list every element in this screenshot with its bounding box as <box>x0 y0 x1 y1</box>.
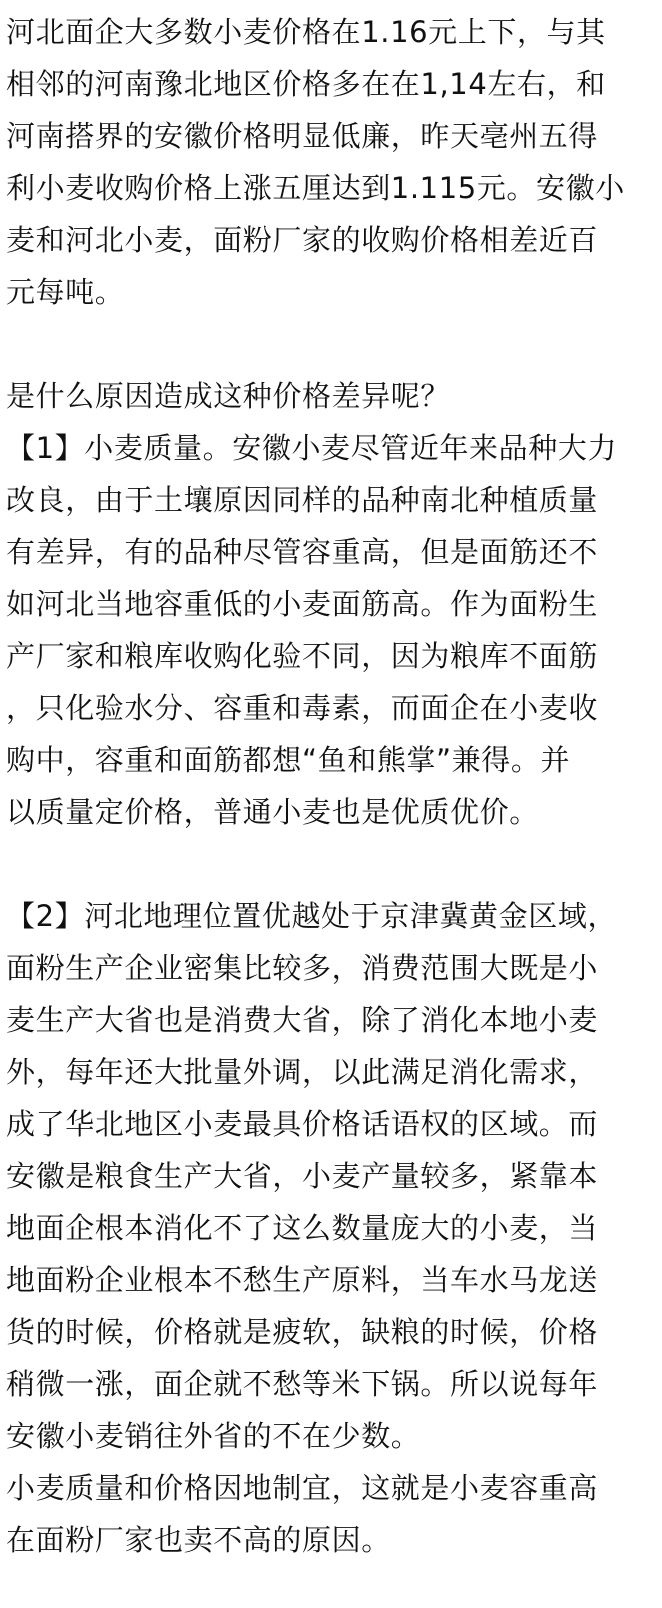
text-line: 购中，容重和面筋都想“鱼和熊掌”兼得。并 <box>6 743 571 777</box>
paragraph-gap <box>6 838 662 890</box>
text-line: 元每吨。 <box>6 275 125 309</box>
text-line: 麦和河北小麦，面粉厂家的收购价格相差近百 <box>6 223 599 257</box>
text-line: 河北面企大多数小麦价格在1.16元上下，与其 <box>6 15 606 49</box>
text-line: 麦生产大省也是消费大省，除了消化本地小麦 <box>6 1003 599 1037</box>
text-line: ，只化验水分、容重和毒素，而面企在小麦收 <box>6 691 599 725</box>
text-line: 利小麦收购价格上涨五厘达到1.115元。安徽小 <box>6 171 625 205</box>
text-line: 面粉生产企业密集比较多，消费范围大既是小 <box>6 951 599 985</box>
text-line: 河南搭界的安徽价格明显低廉，昨天亳州五得 <box>6 119 599 153</box>
text-line: 小麦质量和价格因地制宜，这就是小麦容重高 <box>6 1471 599 1505</box>
text-line: 外，每年还大批量外调，以此满足消化需求， <box>6 1055 599 1089</box>
text-line: 【2】河北地理位置优越处于京津冀黄金区域， <box>6 899 618 933</box>
text-line: 【1】小麦质量。安徽小麦尽管近年来品种大力 <box>6 431 618 465</box>
text-line: 如河北当地容重低的小麦面筋高。作为面粉生 <box>6 587 599 621</box>
paragraph-conclusion <box>6 1462 662 1566</box>
paragraph-gap <box>6 318 662 370</box>
text-line: 以质量定价格，普通小麦也是优质优价。 <box>6 795 539 829</box>
text-line: 安徽是粮食生产大省，小麦产量较多，紧靠本 <box>6 1159 599 1193</box>
paragraph-price-comparison <box>6 6 662 318</box>
text-line: 稍微一涨，面企就不愁等米下锅。所以说每年 <box>6 1367 599 1401</box>
question-line: 是什么原因造成这种价格差异呢？ <box>6 379 451 413</box>
paragraph-reason-location <box>6 890 662 1462</box>
text-line: 地面企根本消化不了这么数量庞大的小麦，当 <box>6 1211 599 1245</box>
text-line: 安徽小麦销往外省的不在少数。 <box>6 1419 421 1453</box>
text-line: 成了华北地区小麦最具价格话语权的区域。而 <box>6 1107 599 1141</box>
text-line: 改良，由于土壤原因同样的品种南北种植质量 <box>6 483 599 517</box>
text-line: 相邻的河南豫北地区价格多在在1,14左右，和 <box>6 67 606 101</box>
text-line: 有差异，有的品种尽管容重高，但是面筋还不 <box>6 535 599 569</box>
text-line: 在面粉厂家也卖不高的原因。 <box>6 1523 391 1557</box>
text-line: 货的时候，价格就是疲软，缺粮的时候，价格 <box>6 1315 599 1349</box>
text-line: 产厂家和粮库收购化验不同，因为粮库不面筋 <box>6 639 599 673</box>
text-line: 地面粉企业根本不愁生产原料，当车水马龙送 <box>6 1263 599 1297</box>
paragraph-reason-quality <box>6 370 662 838</box>
